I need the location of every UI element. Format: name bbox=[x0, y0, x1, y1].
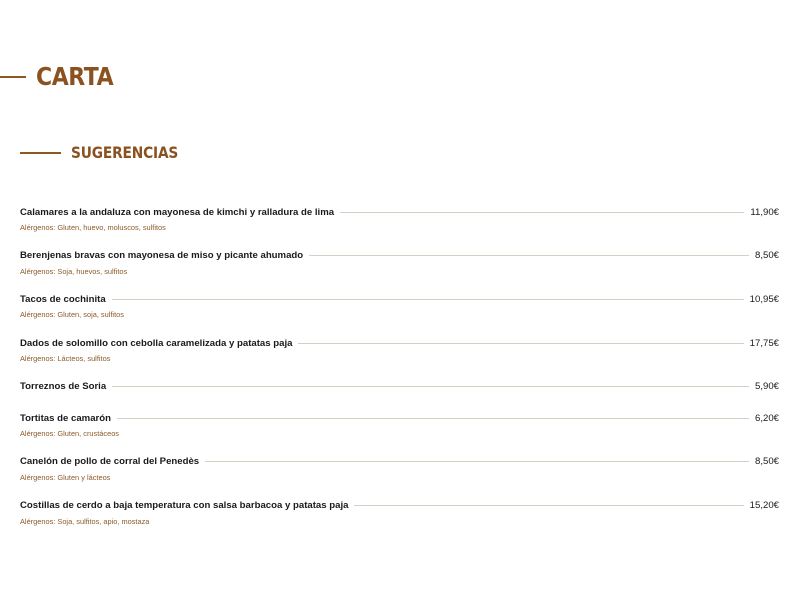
item-price: 15,20€ bbox=[749, 500, 779, 512]
menu-item bbox=[20, 204, 779, 248]
item-price: 8,50€ bbox=[754, 250, 779, 262]
item-allergens: Alérgenos: Gluten, huevo, moluscos, sulfitos bbox=[20, 223, 166, 232]
page-header bbox=[0, 62, 124, 91]
item-name: Calamares a la andaluza con mayonesa de kimchi y ralladura de lima bbox=[20, 206, 335, 218]
menu-item bbox=[20, 335, 779, 379]
item-name: Canelón de pollo de corral del Penedès bbox=[20, 456, 200, 468]
item-allergens: Alérgenos: Gluten, crustáceos bbox=[20, 429, 120, 439]
item-allergens: Alérgenos: Gluten, soja, sulfitos bbox=[20, 310, 124, 320]
item-allergens: Alérgenos: Lácteos, sulfitos bbox=[20, 354, 111, 364]
leader-line bbox=[112, 386, 749, 387]
item-price: 10,95€ bbox=[749, 293, 779, 305]
leader-line bbox=[354, 505, 743, 506]
item-price: 6,20€ bbox=[754, 412, 779, 424]
leader-line bbox=[117, 418, 749, 419]
item-allergens: Alérgenos: Gluten y lácteos bbox=[20, 472, 111, 482]
menu-item bbox=[20, 291, 779, 335]
menu-item bbox=[20, 379, 779, 411]
item-name: Tortitas de camarón bbox=[20, 412, 111, 424]
item-name: Berenjenas bravas con mayonesa de miso y picante ahumado bbox=[20, 250, 304, 262]
menu-item bbox=[20, 498, 779, 542]
item-price: 11,90€ bbox=[750, 206, 779, 218]
section-title: SUGERENCIAS bbox=[71, 143, 179, 162]
menu-list bbox=[20, 204, 779, 541]
leader-line bbox=[340, 212, 744, 213]
menu-item bbox=[20, 454, 779, 498]
item-price: 5,90€ bbox=[754, 381, 779, 393]
section-header bbox=[20, 143, 196, 162]
item-allergens: Alérgenos: Soja, huevos, sulfitos bbox=[20, 266, 128, 276]
section-decoration-line bbox=[20, 152, 61, 154]
item-price: 17,75€ bbox=[749, 337, 779, 349]
title-decoration-line bbox=[0, 76, 26, 78]
menu-item bbox=[20, 248, 779, 292]
item-name: Tacos de cochinita bbox=[20, 293, 106, 305]
item-name: Costillas de cerdo a baja temperatura con salsa barbacoa y patatas paja bbox=[20, 500, 349, 512]
item-name: Torreznos de Soria bbox=[20, 381, 107, 393]
leader-line bbox=[112, 299, 744, 300]
item-name: Dados de solomillo con cebolla caramelizada y patatas paja bbox=[20, 337, 293, 349]
leader-line bbox=[205, 461, 749, 462]
item-price: 8,50€ bbox=[754, 456, 779, 468]
item-allergens: Alérgenos: Soja, sulfitos, apio, mostaza bbox=[20, 516, 150, 526]
page-title: CARTA bbox=[36, 62, 114, 91]
leader-line bbox=[309, 255, 749, 256]
leader-line bbox=[298, 343, 743, 344]
menu-item bbox=[20, 410, 779, 454]
